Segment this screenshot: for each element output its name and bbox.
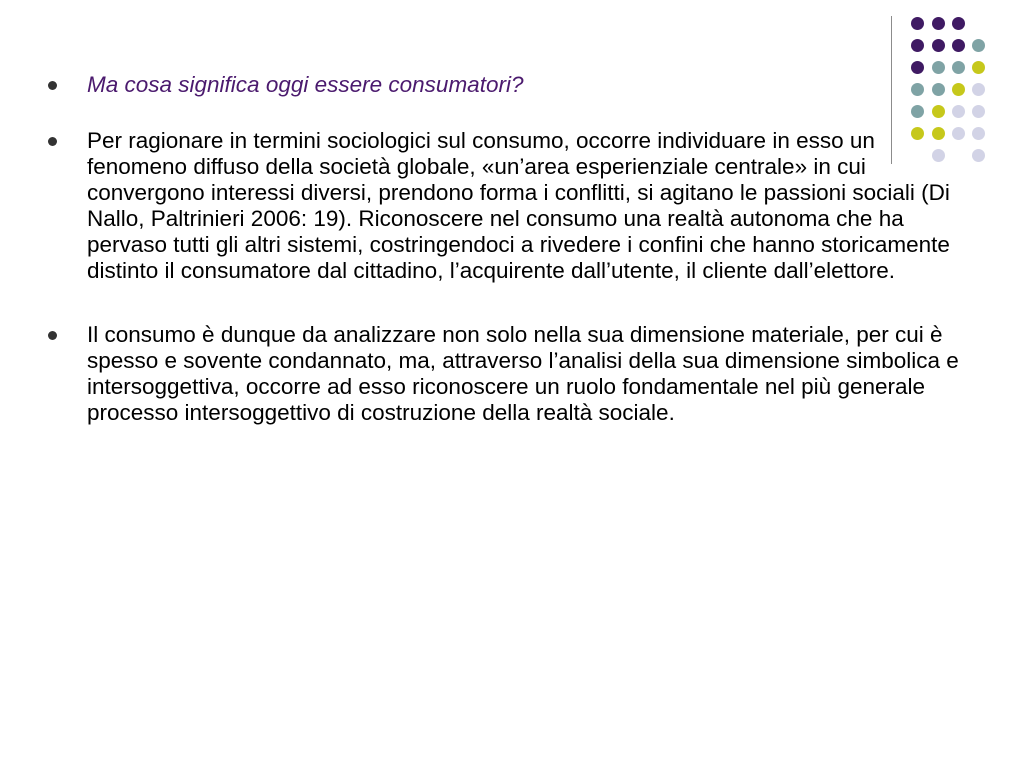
decorative-dot (952, 39, 965, 52)
decorative-dot (972, 149, 985, 162)
bullet-item-paragraph-1 (46, 128, 966, 284)
decorative-dot (972, 39, 985, 52)
slide-content (46, 72, 966, 426)
decorative-dot (932, 39, 945, 52)
paragraph-consumption-definition: Per ragionare in termini sociologici sul consumo, occorre individuare in esso un fenomeno diffuso della società globale, «un’area esperienziale centrale» in cui convergono interessi diversi, prendono forma i conflitti, si agitano le passioni sociali (Di Nallo, Paltrinieri 2006: 19). Riconoscere nel consumo una realtà autonoma che ha pervaso tutti gli altri sistemi, costringendoci a rivedere i confini che hanno storicamente distinto il consumatore dal cittadino, l’acquirente dall’utente, il cliente dall’elettore. (87, 128, 950, 283)
decorative-dot (972, 61, 985, 74)
decorative-dot (932, 17, 945, 30)
bullet-marker (48, 81, 57, 90)
decorative-dot (911, 17, 924, 30)
decorative-dot (972, 105, 985, 118)
decorative-dot (972, 83, 985, 96)
slide-title-question: Ma cosa significa oggi essere consumatori? (87, 72, 524, 97)
decorative-dot (911, 39, 924, 52)
decorative-dot (952, 17, 965, 30)
decorative-dot (972, 127, 985, 140)
bullet-item-paragraph-2 (46, 322, 966, 426)
paragraph-consumption-analysis: Il consumo è dunque da analizzare non solo nella sua dimensione materiale, per cui è spesso e sovente condannato, ma, attraverso l’analisi della sua dimensione simbolica e intersoggettiva, occorre ad esso riconoscere un ruolo fondamentale nel più generale processo intersoggettivo di costruzione della realtà sociale. (87, 322, 959, 425)
bullet-marker (48, 137, 57, 146)
bullet-item-title (46, 72, 966, 98)
bullet-marker (48, 331, 57, 340)
